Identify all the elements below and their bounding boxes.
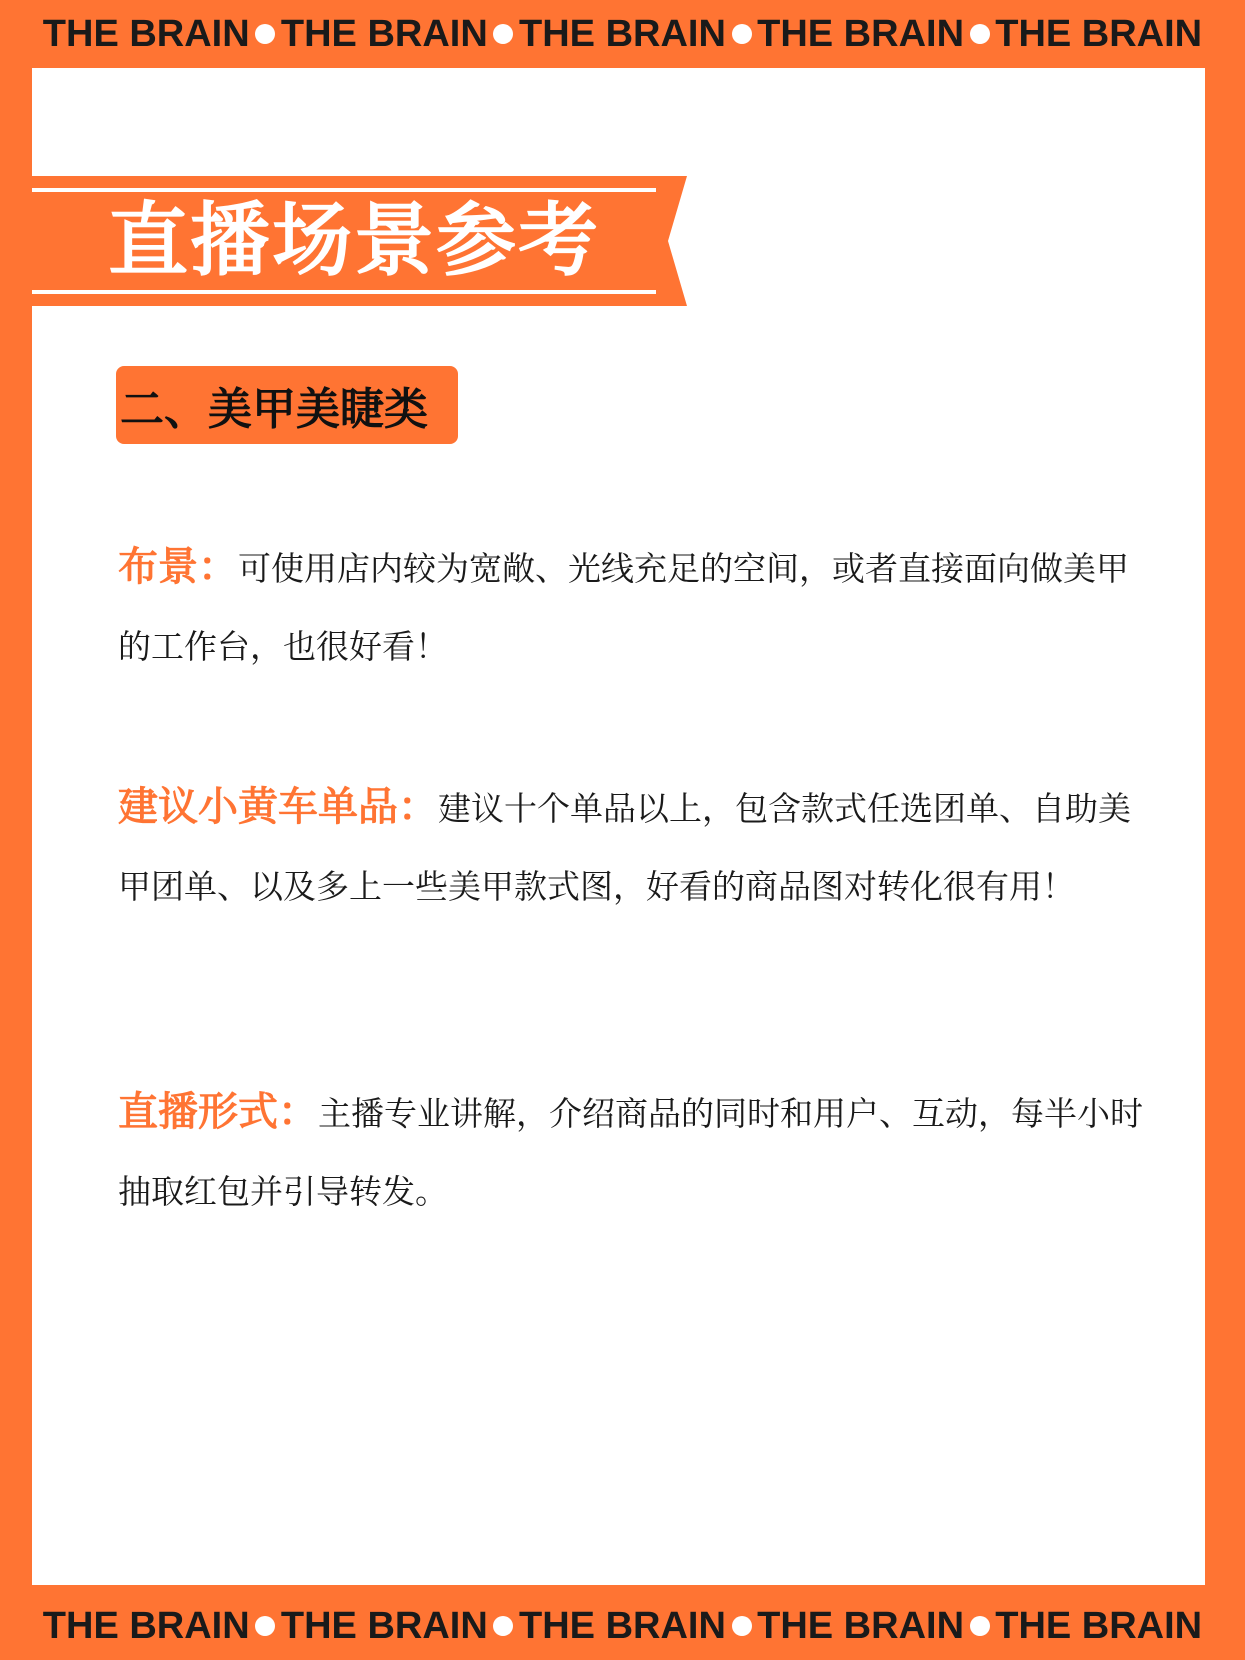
paragraph-format bbox=[118, 1073, 1158, 1231]
dot-separator bbox=[255, 24, 275, 44]
bottom-brand-band bbox=[0, 1592, 1245, 1660]
brand-text: THE BRAIN bbox=[519, 1604, 726, 1647]
brand-text: THE BRAIN bbox=[757, 1604, 965, 1647]
section-title: 二、美甲美睫类 bbox=[120, 384, 428, 435]
paragraph-label: 直播形式： bbox=[118, 1089, 318, 1135]
top-brand-band bbox=[0, 0, 1245, 68]
paragraph-text: 建议十个单品以上，包含款式任选团单、自助美甲团单、以及多上一些美甲款式图，好看的商品图对转化很有用！ bbox=[118, 789, 1131, 906]
dot-separator bbox=[732, 24, 752, 44]
dot-separator bbox=[970, 1616, 990, 1636]
dot-separator bbox=[970, 24, 990, 44]
brand-text: THE BRAIN bbox=[995, 1604, 1203, 1647]
paragraph-products bbox=[118, 768, 1158, 926]
dot-separator bbox=[493, 1616, 513, 1636]
brand-text: THE BRAIN bbox=[280, 1604, 488, 1647]
section-heading bbox=[116, 366, 458, 444]
brand-text: THE BRAIN bbox=[519, 12, 726, 55]
paragraph-setting bbox=[118, 528, 1158, 686]
page-title: 直播场景参考 bbox=[108, 193, 600, 287]
dot-separator bbox=[732, 1616, 752, 1636]
dot-separator bbox=[493, 24, 513, 44]
content-panel bbox=[32, 68, 1205, 1585]
paragraph-label: 建议小黄车单品： bbox=[118, 784, 438, 830]
paragraph-label: 布景： bbox=[118, 544, 238, 590]
brand-text: THE BRAIN bbox=[995, 12, 1203, 55]
dot-separator bbox=[255, 1616, 275, 1636]
title-banner bbox=[32, 176, 687, 306]
brand-text: THE BRAIN bbox=[280, 12, 488, 55]
brand-text: THE BRAIN bbox=[42, 12, 250, 55]
brand-text: THE BRAIN bbox=[757, 12, 965, 55]
paragraph-text: 可使用店内较为宽敞、光线充足的空间，或者直接面向做美甲的工作台，也很好看！ bbox=[118, 549, 1129, 666]
brand-text: THE BRAIN bbox=[42, 1604, 250, 1647]
paragraph-text: 主播专业讲解，介绍商品的同时和用户、互动，每半小时抽取红包并引导转发。 bbox=[118, 1094, 1143, 1211]
